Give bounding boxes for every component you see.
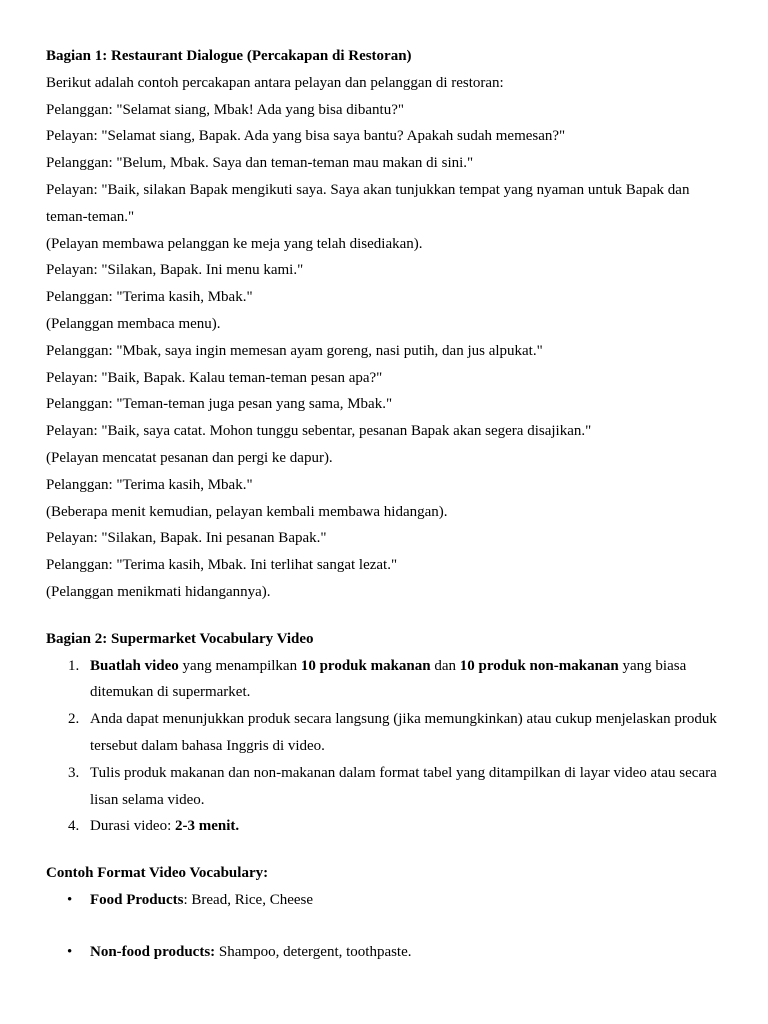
dialogue-line: Pelanggan: "Mbak, saya ingin memesan ayam goreng, nasi putih, dan jus alpukat." [46, 342, 543, 359]
task-bold-text: Buatlah video [90, 657, 179, 674]
section3-heading: Contoh Format Video Vocabulary: [46, 865, 269, 882]
task-list [46, 653, 722, 841]
section-spacer [46, 840, 722, 860]
dialogue-line: Pelayan: "Baik, saya catat. Mohon tunggu sebentar, pesanan Bapak akan segera disajikan." [46, 423, 592, 440]
dialogue-line: (Beberapa menit kemudian, pelayan kembali membawa hidangan). [46, 503, 448, 520]
task-item-2: Anda dapat menunjukkan produk secara langsung (jika memungkinkan) atau cukup menjelaskan produk tersebut dalam bahasa Inggris di video. [90, 711, 717, 754]
task-text: yang menampilkan [178, 657, 301, 674]
bullet-icon: • [67, 891, 73, 908]
example-text: : Bread, Rice, Cheese [183, 891, 314, 908]
task-text: dan [430, 657, 460, 674]
dialogue-line: Pelayan: "Silakan, Bapak. Ini menu kami." [46, 262, 304, 279]
dialogue-line: (Pelayan mencatat pesanan dan pergi ke dapur). [46, 449, 333, 466]
dialogue-line: (Pelayan membawa pelanggan ke meja yang telah disediakan). [46, 235, 423, 252]
dialogue-line: Pelayan: "Selamat siang, Bapak. Ada yang bisa saya bantu? Apakah sudah memesan?" [46, 128, 566, 145]
example-text: Shampoo, detergent, toothpaste. [215, 943, 412, 960]
dialogue-line: Pelanggan: "Selamat siang, Mbak! Ada yang bisa dibantu?" [46, 101, 405, 118]
section2-heading: Bagian 2: Supermarket Vocabulary Video [46, 630, 314, 647]
dialogue-line: Pelayan: "Baik, Bapak. Kalau teman-teman pesan apa?" [46, 369, 383, 386]
task-item-4 [90, 813, 722, 840]
dialogue-line: Pelanggan: "Belum, Mbak. Saya dan teman-teman mau makan di sini." [46, 155, 474, 172]
dialogue-line: Pelayan: "Silakan, Bapak. Ini pesanan Bapak." [46, 530, 327, 547]
task-bold-text: 10 produk non-makanan [459, 657, 619, 674]
dialogue-line: Pelayan: "Baik, silakan Bapak mengikuti saya. Saya akan tunjukkan tempat yang nyaman untuk Bapak dan teman-teman." [46, 181, 690, 225]
example-item-food [67, 887, 722, 914]
dialogue [46, 70, 722, 606]
dialogue-line: Berikut adalah contoh percakapan antara pelayan dan pelanggan di restoran: [46, 74, 504, 91]
dialogue-line: Pelanggan: "Terima kasih, Mbak." [46, 476, 253, 493]
section-spacer [46, 606, 722, 626]
dialogue-line: (Pelanggan membaca menu). [46, 315, 221, 332]
task-text: yang biasa ditemukan di supermarket. [90, 657, 687, 701]
task-item-3: Tulis produk makanan dan non-makanan dalam format tabel yang ditampilkan di layar video atau secara lisan selama video. [90, 764, 717, 808]
dialogue-line: Pelanggan: "Terima kasih, Mbak." [46, 289, 253, 306]
example-item-nonfood [67, 939, 722, 966]
task-item-1 [90, 653, 722, 707]
dialogue-line: (Pelanggan menikmati hidangannya). [46, 583, 271, 600]
dialogue-line: Pelanggan: "Teman-teman juga pesan yang sama, Mbak." [46, 396, 393, 413]
task-bold-text: 10 produk makanan [300, 657, 431, 674]
example-list [46, 887, 722, 966]
example-label: Non-food products: [90, 943, 216, 960]
task-text: Durasi video: [90, 818, 175, 835]
section1-heading: Bagian 1: Restaurant Dialogue (Percakapan di Restoran) [46, 48, 412, 64]
dialogue-line: Pelanggan: "Terima kasih, Mbak. Ini terlihat sangat lezat." [46, 557, 398, 574]
example-label: Food Products [90, 891, 184, 908]
bullet-icon: • [67, 943, 73, 960]
task-bold-text: 2-3 menit. [174, 818, 240, 835]
